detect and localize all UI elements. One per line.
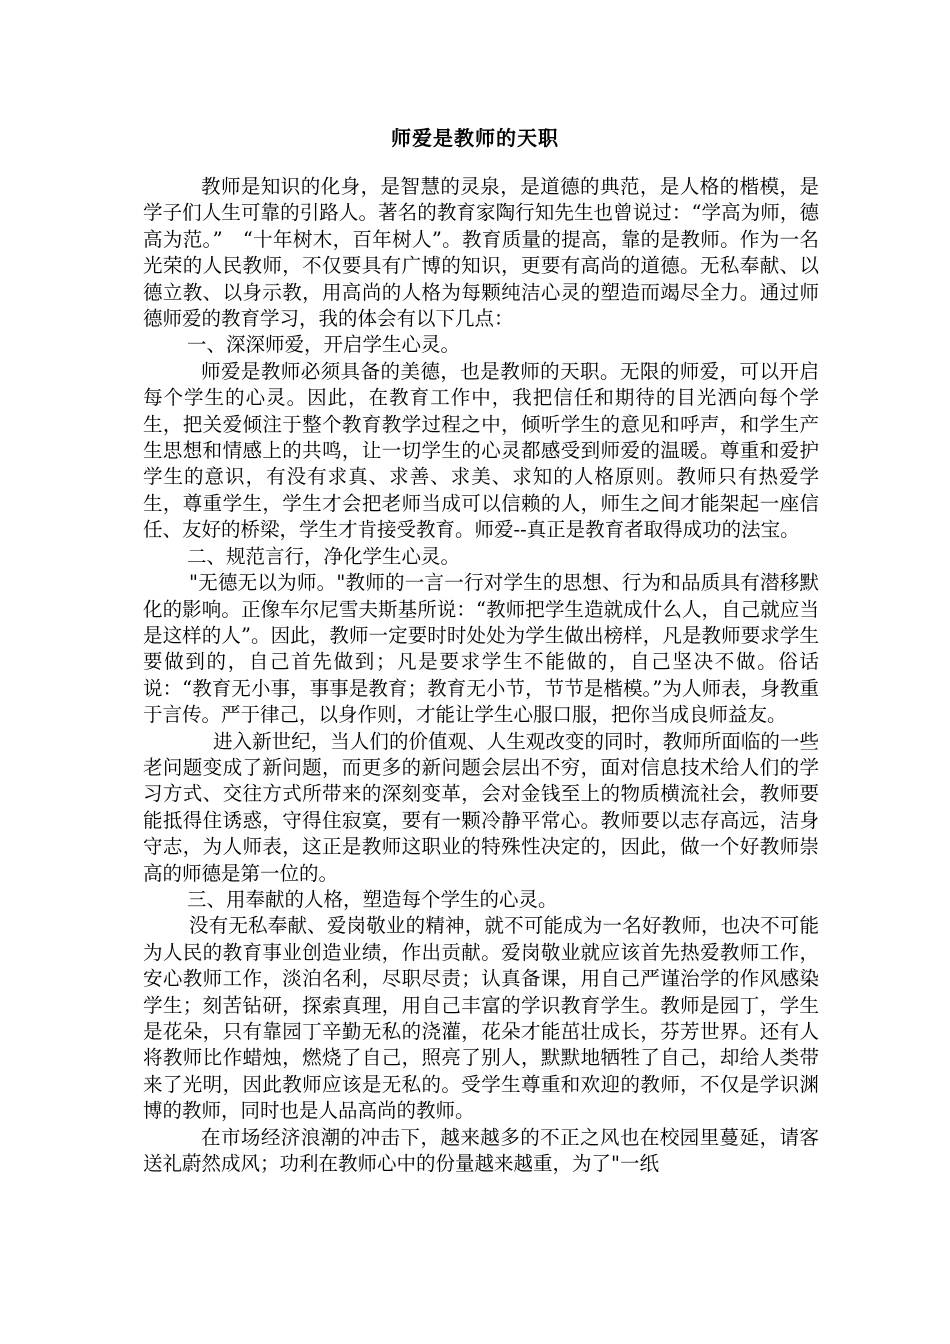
paragraph-intro: 教师是知识的化身，是智慧的灵泉，是道德的典范，是人格的楷模，是学子们人生可靠的引路人。著名的教育家陶行知先生也曾说过：“学高为师，德高为范。” “十年树木，百年树人”。教育质量的提高，靠的是教师。作为一名光荣的人民教师，不仅要具有广博的知识，更要有高尚的道德。无私奉献、以德立教、以身示教，用高尚的人格为每颗纯洁心灵的塑造而竭尽全力。通过师德师爱的教育学习，我的体会有以下几点： <box>143 175 819 331</box>
section-heading-1: 一、深深师爱，开启学生心灵。 <box>187 333 461 357</box>
section-heading-2: 二、规范言行，净化学生心灵。 <box>187 544 461 568</box>
paragraph-market-economy: 在市场经济浪潮的冲击下，越来越多的不正之风也在校园里蔓延，请客送礼蔚然成风；功利在教师心中的份量越来越重，为了"一纸 <box>143 1125 819 1176</box>
paragraph-section-1: 师爱是教师必须具备的美德，也是教师的天职。无限的师爱，可以开启每个学生的心灵。因此，在教育工作中，我把信任和期待的目光洒向每个学生，把关爱倾注于整个教育教学过程之中，倾听学生的意见和呼声，和学生产生思想和情感上的共鸣，让一切学生的心灵都感受到师爱的温暖。尊重和爱护学生的意识，有没有求真、求善、求美、求知的人格原则。教师只有热爱学生，尊重学生，学生才会把老师当成可以信赖的人，师生之间才能架起一座信任、友好的桥梁，学生才肯接受教育。师爱--真正是教育者取得成功的法宝。 <box>143 359 819 542</box>
document-body <box>143 174 819 1177</box>
paragraph-section-3: 没有无私奉献、爱岗敬业的精神，就不可能成为一名好教师，也决不可能为人民的教育事业创造业绩，作出贡献。爱岗敬业就应该首先热爱教师工作，安心教师工作，淡泊名利，尽职尽责；认真备课，用自己严谨治学的作风感染学生；刻苦钻研，探索真理，用自己丰富的学识教育学生。教师是园丁，学生是花朵，只有靠园丁辛勤无私的浇灌，花朵才能茁壮成长，芬芳世界。还有人将教师比作蜡烛，燃烧了自己，照亮了别人，默默地牺牲了自己，却给人类带来了光明，因此教师应该是无私的。受学生尊重和欢迎的教师，不仅是学识渊博的教师，同时也是人品高尚的教师。 <box>143 914 819 1123</box>
paragraph-section-2: "无德无以为师。"教师的一言一行对学生的思想、行为和品质具有潜移默化的影响。正像车尔尼雪夫斯基所说：“教师把学生造就成什么人，自己就应当是这样的人”。因此，教师一定要时时处处为学生做出榜样，凡是教师要求学生要做到的，自己首先做到；凡是要求学生不能做的，自己坚决不做。俗话说：“教育无小事，事事是教育；教育无小节，节节是楷模。”为人师表，身教重于言传。严于律己，以身作则，才能让学生心服口服，把你当成良师益友。 <box>143 571 819 727</box>
paragraph-new-century: 进入新世纪，当人们的价值观、人生观改变的同时，教师所面临的一些老问题变成了新问题，而更多的新问题会层出不穷，面对信息技术给人们的学习方式、交往方式所带来的深刻变革，会对金钱至上的物质横流社会，教师要能抵得住诱惑，守得住寂寞，要有一颗冷静平常心。教师要以志存高远，洁身守志，为人师表，这正是教师这职业的特殊性决定的，因此，做一个好教师崇高的师德是第一位的。 <box>143 729 819 885</box>
section-heading-3: 三、用奉献的人格，塑造每个学生的心灵。 <box>187 887 558 911</box>
document-title: 师爱是教师的天职 <box>391 126 559 150</box>
